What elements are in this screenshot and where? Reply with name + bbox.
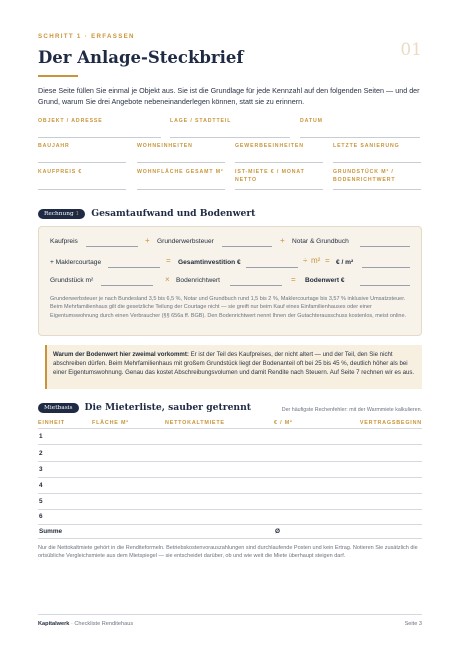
- calc-line-gesamtinvestition[interactable]: [246, 267, 298, 268]
- table-row-line[interactable]: [38, 493, 422, 494]
- col-header-einheit: EINHEIT: [38, 420, 65, 426]
- calc-label-maklercourtage: + Maklercourtage: [50, 259, 102, 266]
- plus-operator: +: [145, 236, 150, 245]
- calc-label-kaufpreis: Kaufpreis: [50, 238, 78, 245]
- col-header-euro-m2: € / M²: [274, 420, 293, 426]
- title-underline: [38, 75, 78, 77]
- field-line-objekt[interactable]: [38, 137, 161, 138]
- calc-footnote: Grunderwerbsteuer je nach Bundesland 3,5 bis 6,5 %, Notar und Grundbuch rund 1,5 bis 2 %, Maklercourtage bis 3,57 % inklusive Umsatzsteuer. Beim Mehrfamilienhaus gilt die gesetzliche Teilung der Courtage nicht — sie greift nur beim Kauf eines Einfamilienhauses oder einer Eigentumswohnung durch einen Verbraucher (§§ 656a ff. BGB). Den Bodenrichtwert nennt Ihnen der Gutachterausschuss kostenlos, meist online.: [50, 296, 407, 319]
- calc-line-kaufpreis[interactable]: [86, 246, 138, 247]
- field-label-sanierung: LETZTE SANIERUNG: [333, 143, 400, 149]
- field-label-baujahr: BAUJAHR: [38, 143, 70, 149]
- field-line-wohneinheiten[interactable]: [137, 162, 225, 163]
- calc-label-gesamtinvestition: Gesamtinvestition €: [178, 259, 241, 266]
- sum-label: Summe: [39, 528, 63, 535]
- tenant-side-note: Der häufigste Rechenfehler: mit der Warmmiete kalkulieren.: [281, 407, 422, 413]
- calc-line-maklercourtage[interactable]: [108, 267, 160, 268]
- calc-label-per-m2: € / m²: [336, 259, 354, 266]
- step-label: SCHRITT 1 · ERFASSEN: [38, 33, 135, 40]
- field-label-gewerbeeinheiten: GEWERBEEINHEITEN: [235, 143, 304, 149]
- times-operator: ×: [165, 275, 170, 284]
- footer-page-number: Seite 3: [404, 621, 422, 627]
- section-title-mietbasis: Die Mieterliste, sauber getrennt: [84, 402, 252, 413]
- calc-label-grunderwerbsteuer: Grunderwerbsteuer: [157, 238, 214, 245]
- section-header-rechnung: [38, 208, 255, 219]
- table-row-line[interactable]: [38, 509, 422, 510]
- calc-label-notar: Notar & Grundbuch: [292, 238, 349, 245]
- field-line-baujahr[interactable]: [38, 162, 126, 163]
- table-row-line[interactable]: [38, 524, 422, 525]
- table-row: 2: [39, 450, 43, 457]
- table-row: 6: [39, 513, 43, 520]
- field-line-lage[interactable]: [170, 137, 290, 138]
- equals-operator-small: =: [325, 256, 330, 265]
- page-marker: 01: [400, 40, 422, 60]
- callout-text: Warum der Bodenwert hier zweimal vorkommt: Er ist der Teil des Kaufpreises, der nicht altert — und der Teil, den Sie nicht abschreiben dürfen. Beim Mehrfamilienhaus mit großem Grundstück liegt der Bodenanteil oft bei 25 bis 45 %, deutlich höher als bei einer Eigentumswohnung. Genau das kostet Abschreibungsvolumen und damit Rendite nach Steuern. Auf Seite 7 rechnen wir es aus.: [53, 351, 415, 377]
- section-header-mietbasis: [38, 402, 251, 413]
- sum-rule: [38, 538, 422, 539]
- calc-label-bodenrichtwert: Bodenrichtwert: [176, 277, 220, 284]
- field-line-datum[interactable]: [300, 137, 420, 138]
- field-label-netto: NETTO: [235, 177, 257, 183]
- intro-text: Diese Seite füllen Sie einmal je Objekt aus. Sie ist die Grundlage für jede Kennzahl auf den folgenden Seiten — und der Grund, warum Sie drei Angebote nebeneinanderlegen können, statt sie zu erinnern.: [38, 86, 420, 106]
- calc-line-notar[interactable]: [360, 246, 410, 247]
- field-line-ist-miete[interactable]: [235, 189, 323, 190]
- calc-line-per-m2[interactable]: [362, 267, 410, 268]
- page-title: Der Anlage-Steckbrief: [38, 48, 244, 67]
- field-label-wohnflaeche: WOHNFLÄCHE GESAMT M²: [137, 169, 224, 175]
- plus-operator-2: +: [280, 236, 285, 245]
- footer-brand: Kapitalwerk · Checkliste Renditehaus: [38, 621, 134, 627]
- table-row: 5: [39, 498, 43, 505]
- equals-operator-2: =: [291, 275, 296, 284]
- calc-label-grundstueck: Grundstück m²: [50, 277, 94, 284]
- field-label-bodenrichtwert: BODENRICHTWERT: [333, 177, 396, 183]
- field-line-gewerbeeinheiten[interactable]: [235, 162, 323, 163]
- footer-rule: [38, 614, 422, 615]
- field-label-wohneinheiten: WOHNEINHEITEN: [137, 143, 193, 149]
- divide-operator: ÷: [303, 256, 308, 265]
- field-line-wohnflaeche[interactable]: [137, 189, 225, 190]
- field-label-ist-miete: IST-MIETE € / MONAT: [235, 169, 305, 175]
- tenant-footnote: Nur die Nettokaltmiete gehört in die Renditeformeln. Betriebskostenvorauszahlungen sind durchlaufende Posten und kein Ertrag. Notieren Sie zusätzlich die ortsübliche Vergleichsmiete aus dem Mietspiegel — sie entscheidet darüber, ob und wie weit die Miete überhaupt steigen darf.: [38, 545, 418, 560]
- average-symbol: Ø: [275, 528, 280, 535]
- field-label-datum: DATUM: [300, 118, 323, 124]
- table-row: 1: [39, 433, 43, 440]
- field-line-grundstueck[interactable]: [333, 189, 421, 190]
- section-pill-mietbasis: Mietbasis: [38, 403, 79, 413]
- field-label-kaufpreis: KAUFPREIS €: [38, 169, 83, 175]
- section-pill-rechnung: Rechnung 1: [38, 209, 85, 219]
- table-row-line[interactable]: [38, 461, 422, 462]
- field-label-objekt: OBJEKT / ADRESSE: [38, 118, 103, 124]
- table-row-line[interactable]: [38, 444, 422, 445]
- calc-line-bodenwert[interactable]: [360, 285, 410, 286]
- calc-line-grunderwerbsteuer[interactable]: [222, 246, 272, 247]
- table-row: 3: [39, 466, 43, 473]
- calc-line-bodenrichtwert[interactable]: [230, 285, 282, 286]
- field-line-sanierung[interactable]: [333, 162, 421, 163]
- table-header-rule: [38, 428, 422, 429]
- table-row-line[interactable]: [38, 477, 422, 478]
- section-title-rechnung: Gesamtaufwand und Bodenwert: [91, 208, 256, 219]
- col-header-vertragsbeginn: VERTRAGSBEGINN: [359, 420, 422, 426]
- field-line-kaufpreis[interactable]: [38, 189, 126, 190]
- field-label-grundstueck: GRUNDSTÜCK M² /: [333, 169, 394, 175]
- equals-operator: =: [166, 256, 171, 265]
- col-header-nettokaltmiete: NETTOKALTMIETE: [165, 420, 225, 426]
- calc-line-grundstueck[interactable]: [101, 285, 153, 286]
- calc-label-bodenwert: Bodenwert €: [305, 277, 345, 284]
- col-header-flaeche: FLÄCHE M²: [92, 420, 129, 426]
- table-row: 4: [39, 482, 43, 489]
- m2-unit: m²: [311, 256, 321, 265]
- field-label-lage: LAGE / STADTTEIL: [170, 118, 232, 124]
